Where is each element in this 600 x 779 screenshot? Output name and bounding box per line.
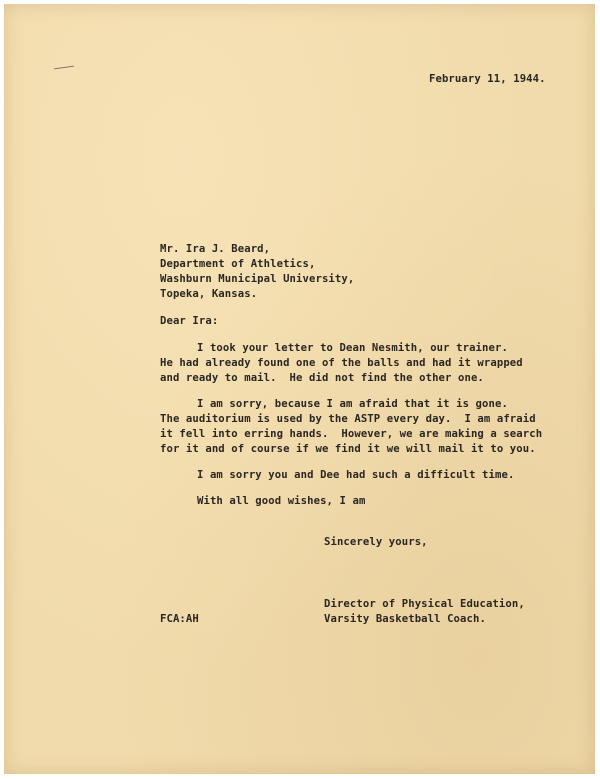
body-line: The auditorium is used by the ASTP every day. I am afraid <box>160 413 536 425</box>
stray-mark <box>54 66 74 70</box>
body-line: for it and of course if we find it we will mail it to you. <box>160 443 536 455</box>
address-line: Topeka, Kansas. <box>160 288 258 300</box>
address-line: Mr. Ira J. Beard, <box>160 243 271 255</box>
letter-page <box>4 4 595 774</box>
signature-title-line: Varsity Basketball Coach. <box>324 613 486 625</box>
address-line: Department of Athletics, <box>160 258 316 270</box>
body-line: He had already found one of the balls and had it wrapped <box>160 357 523 369</box>
body-line: it fell into erring hands. However, we are making a search <box>160 428 543 440</box>
reference-initials: FCA:AH <box>160 613 199 625</box>
letter-date: February 11, 1944. <box>429 73 546 85</box>
paragraph-4: With all good wishes, I am <box>197 495 366 507</box>
address-line: Washburn Municipal University, <box>160 273 355 285</box>
body-line: I am sorry, because I am afraid that it is gone. <box>197 398 508 410</box>
closing: Sincerely yours, <box>324 536 428 548</box>
body-line: and ready to mail. He did not find the other one. <box>160 372 484 384</box>
salutation: Dear Ira: <box>160 315 219 327</box>
signature-title-line: Director of Physical Education, <box>324 598 525 610</box>
paragraph-3: I am sorry you and Dee had such a difficult time. <box>197 469 515 481</box>
body-line: I took your letter to Dean Nesmith, our trainer. <box>197 342 508 354</box>
